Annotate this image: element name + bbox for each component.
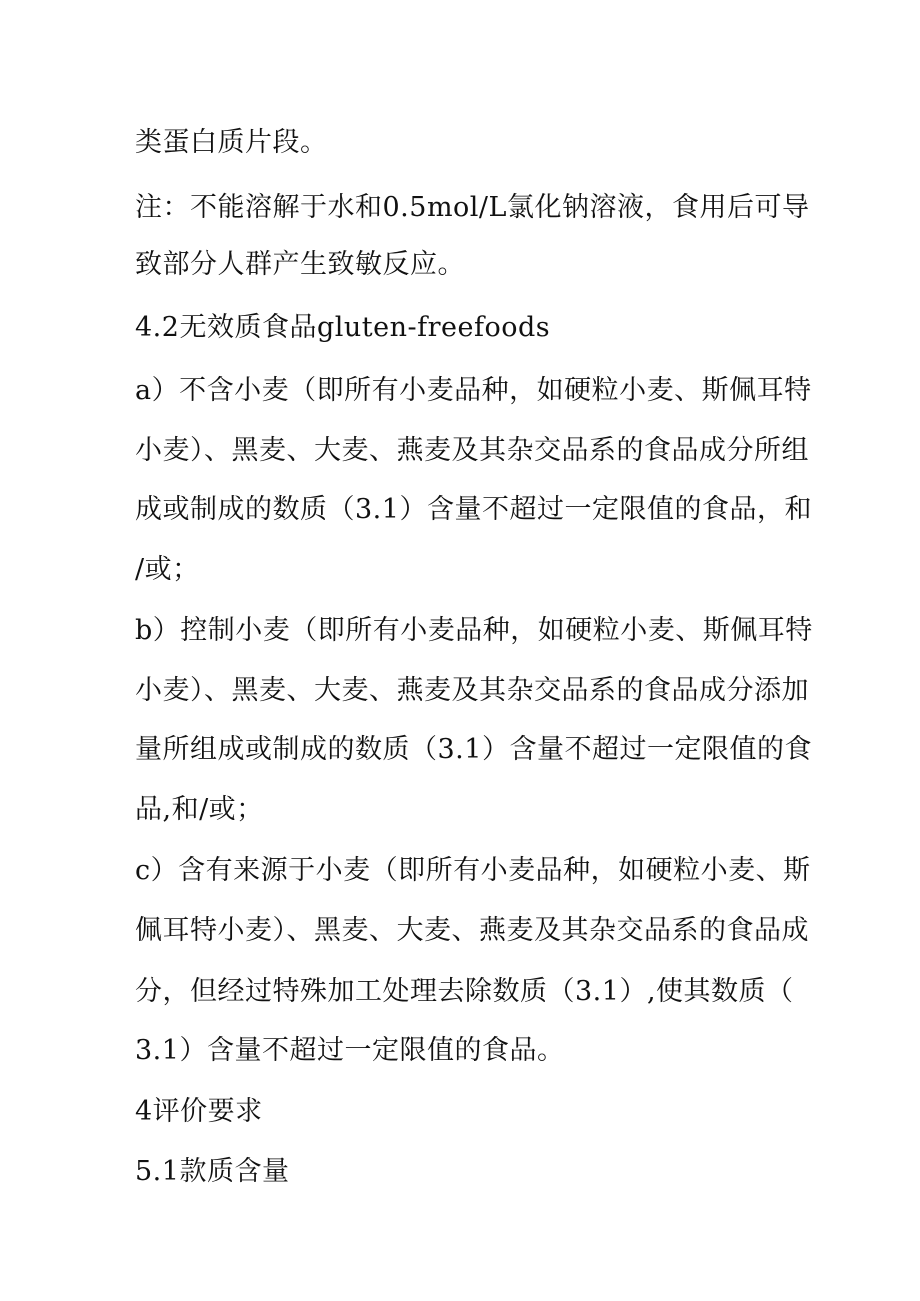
section-heading: 5.1款质含量 [135, 1156, 290, 1187]
section-heading: 4评价要求 [135, 1096, 263, 1127]
text-line: 成或制成的数质（3.1）含量不超过一定限值的食品，和 [135, 494, 812, 525]
text-line: 致部分人群产生致敏反应。 [135, 249, 465, 280]
text-line: 量所组成或制成的数质（3.1）含量不超过一定限值的食 [135, 734, 812, 765]
text-line: 小麦）、黑麦、大麦、燕麦及其杂交品系的食品成分所组 [135, 435, 809, 466]
text-line: 3.1）含量不超过一定限值的食品。 [135, 1035, 565, 1066]
text-line: /或； [135, 554, 200, 585]
text-line: a）不含小麦（即所有小麦品种，如硬粒小麦、斯佩耳特 [135, 375, 812, 406]
text-line: 佩耳特小麦）、黑麦、大麦、燕麦及其杂交品系的食品成 [135, 915, 809, 946]
section-heading: 4.2无效质食品gluten-freefoods [135, 312, 551, 343]
text-line: 小麦）、黑麦、大麦、燕麦及其杂交品系的食品成分添加 [135, 675, 809, 706]
text-line: 品,和/或； [135, 794, 264, 825]
text-line: 分，但经过特殊加工处理去除数质（3.1）,使其数质（ [135, 976, 794, 1007]
text-line: c）含有来源于小麦（即所有小麦品种，如硬粒小麦、斯 [135, 855, 811, 886]
text-line: 类蛋白质片段。 [135, 127, 328, 158]
text-line: b）控制小麦（即所有小麦品种，如硬粒小麦、斯佩耳特 [135, 615, 813, 646]
text-line: 注：不能溶解于水和0.5mol/L氯化钠溶液，食用后可导 [135, 192, 810, 223]
